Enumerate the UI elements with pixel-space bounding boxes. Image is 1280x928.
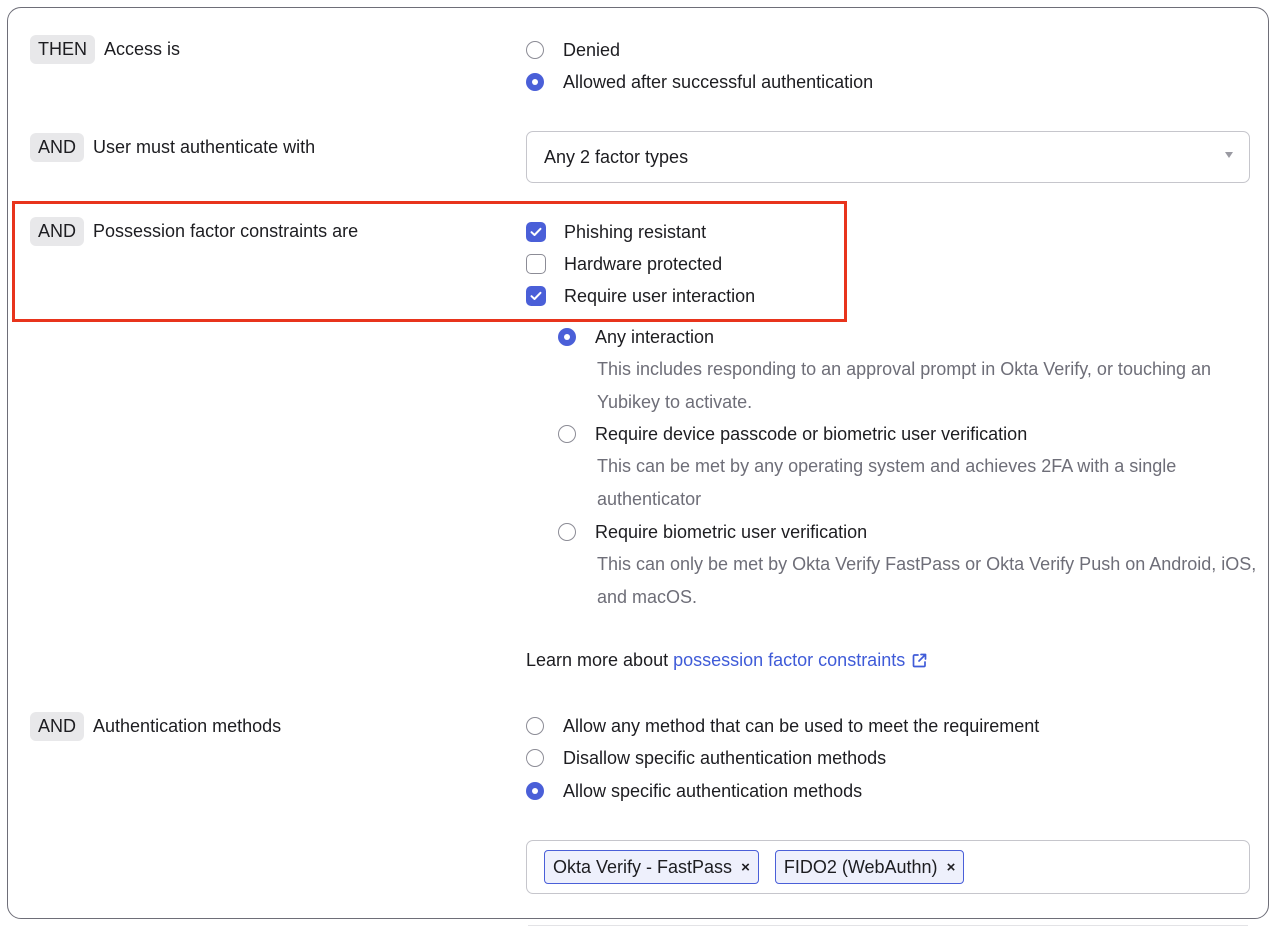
access-denied-radio[interactable] [526,38,620,62]
checkbox-label: Phishing resistant [564,221,707,242]
radio-selected[interactable] [526,782,544,800]
biometric-verification-description: This can only be met by Okta Verify FastPass or Okta Verify Push on Android, iOS, and macOS. [597,554,1257,607]
possession-label: Possession factor constraints are [93,221,359,241]
and-tag: AND [30,712,84,741]
phishing-resistant-checkbox[interactable] [526,220,706,244]
method-chip [544,850,759,884]
access-label: Access is [104,39,181,59]
passcode-biometric-radio[interactable] [558,422,1027,446]
radio-unselected[interactable] [558,523,576,541]
chip-label: FIDO2 (WebAuthn) [783,856,938,877]
methods-row-label [30,712,281,741]
and-tag: AND [30,133,84,162]
methods-label: Authentication methods [93,716,282,736]
chevron-down-icon [1225,152,1233,158]
radio-unselected[interactable] [526,717,544,735]
chip-label: Okta Verify - FastPass [553,856,733,877]
learn-more [526,650,928,671]
allow-any-method-radio[interactable] [526,714,1039,738]
radio-unselected[interactable] [526,41,544,59]
any-interaction-radio[interactable] [558,325,714,349]
checkbox-label: Hardware protected [564,253,723,274]
and-tag: AND [30,217,84,246]
checkmark-icon [530,227,542,237]
radio-unselected[interactable] [526,749,544,767]
then-tag: THEN [30,35,95,64]
radio-selected[interactable] [526,73,544,91]
link-text: possession factor constraints [673,650,906,670]
radio-label: Allow any method that can be used to meet the requirement [563,715,1040,736]
disallow-specific-methods-radio[interactable] [526,746,886,770]
radio-label: Allowed after successful authentication [563,71,874,92]
methods-multiselect[interactable] [526,840,1250,894]
checkmark-icon [530,291,542,301]
radio-label: Require biometric user verification [595,521,868,542]
radio-selected[interactable] [558,328,576,346]
learn-more-prefix: Learn more about [526,650,669,670]
authenticate-row-label [30,133,315,162]
checkbox-checked[interactable] [526,286,546,306]
radio-label: Allow specific authentication methods [563,780,863,801]
checkbox-checked[interactable] [526,222,546,242]
access-allowed-radio[interactable] [526,70,873,94]
checkbox-unchecked[interactable] [526,254,546,274]
allow-specific-methods-radio[interactable] [526,779,862,803]
radio-unselected[interactable] [558,425,576,443]
radio-label: Any interaction [595,326,715,347]
external-link-icon [911,652,928,669]
checkbox-label: Require user interaction [564,285,756,306]
authenticate-label: User must authenticate with [93,137,316,157]
factor-types-dropdown[interactable] [526,131,1250,183]
access-row-label [30,35,180,64]
possession-constraints-link[interactable] [673,650,928,671]
radio-label: Denied [563,39,621,60]
close-icon[interactable]: × [741,858,750,876]
radio-label: Disallow specific authentication methods [563,747,887,768]
passcode-biometric-description: This can be met by any operating system and achieves 2FA with a single authenticator [597,456,1177,509]
require-user-interaction-checkbox[interactable] [526,284,755,308]
divider [528,925,1248,926]
radio-label: Require device passcode or biometric user verification [595,423,1028,444]
close-icon[interactable]: × [946,858,956,876]
hardware-protected-checkbox[interactable] [526,252,722,276]
biometric-verification-radio[interactable] [558,520,867,544]
any-interaction-description: This includes responding to an approval prompt in Okta Verify, or touching an Yubikey to activate. [597,359,1212,412]
dropdown-value: Any 2 factor types [544,146,689,167]
method-chip [775,850,965,884]
possession-row-label [30,217,358,246]
